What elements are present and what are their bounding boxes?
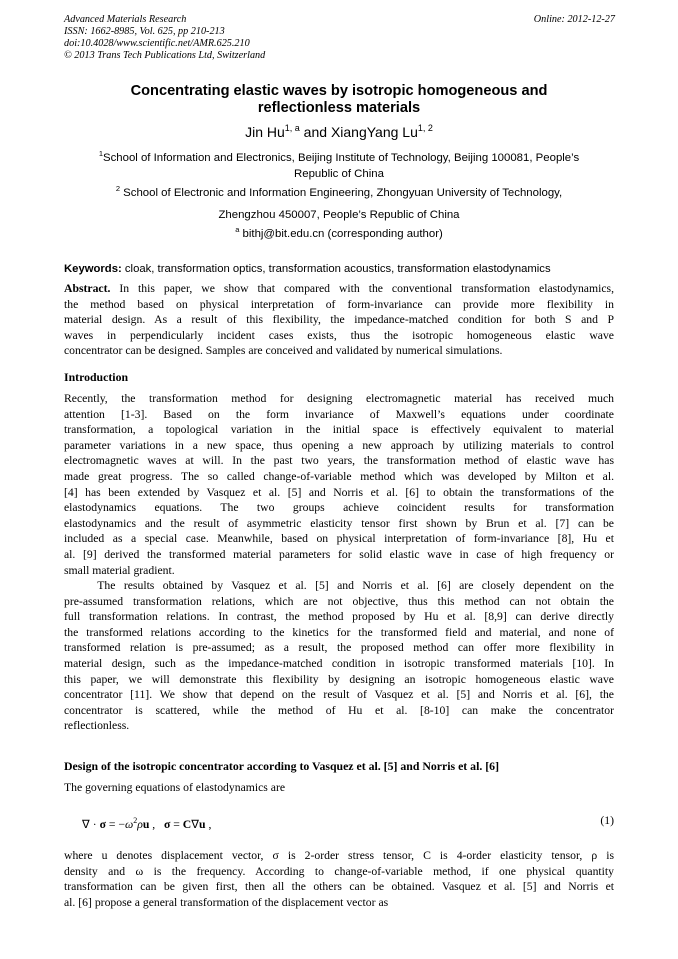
abstract-line: material design. As a result of this flexibility, the impedance-matched condition for both S and P (64, 313, 614, 327)
paper-title (64, 83, 614, 117)
journal-name: Advanced Materials Research (64, 14, 187, 25)
body-line: small material gradient. (64, 563, 175, 577)
online-date: Online: 2012-12-27 (533, 14, 615, 25)
body-line: full transformation relations. In contrast, the method proposed by Hu et al. [8,9] can derive directly (64, 610, 614, 624)
issn-line: ISSN: 1662-8985, Vol. 625, pp 210-213 (64, 26, 225, 37)
affiliation-2 (64, 185, 614, 223)
body-line: transformation can be given first, then all the others can be obtained. Vasquez et al. [5] and Norris et (64, 880, 614, 894)
affiliation-1-line-1: School of Information and Electronics, Beijing Institute of Technology, Beijing 100081, People’s (102, 152, 580, 164)
keywords-text: cloak, transformation optics, transformation acoustics, transformation elastodynamics (121, 263, 551, 275)
abstract-label: Abstract. (64, 282, 111, 295)
abstract-line: In this paper, we show that compared with the conventional transformation elastodynamics, (110, 282, 614, 295)
affiliation-2-marker: 2 (115, 184, 120, 193)
body-line: reflectionless. (64, 719, 130, 733)
body-line: the transformed relations according to the kinetics for the transformed field and material, and none of (64, 625, 614, 639)
body-line: al. [9] derived the transformed material parameters for solid elastic wave in case of high frequency or (64, 547, 614, 561)
equation-1: ∇ · $\sigma = -\omega^2\rho u$ , σ = C∇u , (82, 816, 212, 831)
affiliation-1-marker: 1 (98, 149, 103, 158)
introduction-paragraph-2 (64, 578, 614, 734)
corresponding-email (64, 226, 614, 242)
equation-number: (1) (600, 814, 614, 827)
affiliation-1-line-2: Republic of China (294, 168, 384, 180)
keywords (64, 262, 614, 277)
author-1-affiliation: 1, a (284, 123, 300, 133)
body-line: pre-assumed transformation relations, which are not objective, thus this method can not obtain the (64, 594, 614, 608)
affiliation-2-line-1: School of Electronic and Information Engineering, Zhongyuan University of Technology, (120, 187, 563, 199)
introduction-heading: Introduction (64, 370, 129, 384)
body-line: made great progress. The so called change-of-variable method which was developed by Milton et al. (64, 469, 614, 483)
body-line: transformation, a topological variation in the initial space is effectively equivalent to material (64, 423, 614, 437)
body-line: The results obtained by Vasquez et al. [5] and Norris et al. [6] are closely dependent on the (64, 579, 614, 592)
body-line: elastodynamics and the result of asymmetric elasticity tensor first shown by Brun et al. [7] can be (64, 516, 614, 530)
title-line-2: reflectionless materials (257, 100, 421, 116)
body-line: The governing equations of elastodynamics are (64, 781, 286, 794)
abstract (64, 281, 614, 359)
design-intro (64, 780, 614, 796)
author-1: Jin Hu (245, 124, 285, 140)
abstract-line: waves in perpendicularly incident cases exists, thus the isotropic homogeneous elastic wave (64, 328, 614, 342)
body-line: attention [1-3]. Based on the form invariance of Maxwell’s equations under coordinate (64, 407, 614, 421)
keywords-label: Keywords: (64, 263, 122, 275)
body-line: this paper, we will demonstrate this flexibility by designing an isotropic homogeneous elastic wave (64, 672, 614, 686)
body-line: where u denotes displacement vector, σ is 2-order stress tensor, C is 4-order elasticity tensor, ρ is (64, 849, 614, 862)
body-line: concentrator is scattered, while the method of Hu et al. [8-10] can make the concentrator (64, 703, 614, 717)
design-heading: Design of the isotropic concentrator according to Vasquez et al. [5] and Norris et al. [6] (64, 759, 500, 773)
body-line: parameter variations in a new space, thus opening a new approach by utilizing materials to control (64, 438, 614, 452)
author-2-affiliation: 1, 2 (417, 123, 433, 133)
abstract-line: the method based on physical interpretation of form-invariance can provide more flexibility in (64, 297, 614, 311)
body-line: al. [6] propose a general transformation of the displacement vector as (64, 895, 389, 909)
abstract-line: concentrator can be designed. Samples are conceived and validated by numerical simulations. (64, 344, 503, 358)
body-line: material design, such as the impedance-matched condition in isotropic transformed materials [10]. In (64, 656, 614, 670)
journal-metadata (64, 14, 265, 62)
introduction-paragraph-1 (64, 391, 614, 578)
body-line: transformed relation is pre-assumed; as a result, the proposed method can offer more flexibility in (64, 641, 614, 655)
author-list (64, 124, 614, 141)
affiliation-1 (64, 150, 614, 182)
affiliation-2-line-2: Zhengzhou 450007, People’s Republic of China (218, 209, 460, 221)
title-line-1: Concentrating elastic waves by isotropic homogeneous and (130, 83, 548, 99)
author-conjunction: and (299, 124, 331, 140)
body-line: Recently, the transformation method for designing electromagnetic material has received much (64, 392, 614, 405)
body-line: [4] has been extended by Vasquez et al. [5] and Norris et al. [6] to obtain the transformations of the (64, 485, 614, 499)
body-line: elastodynamics equations. The two groups achieve coincident results for transformation (64, 501, 614, 515)
email-text: bithj@bit.edu.cn (corresponding author) (239, 228, 443, 240)
copyright-line: © 2013 Trans Tech Publications Ltd, Switzerland (64, 50, 266, 61)
author-2: XiangYang Lu (330, 124, 418, 140)
body-line: electromagnetic waves at will. In the past two years, the transformation method of elastic wave has (64, 454, 614, 468)
email-marker: a (235, 225, 240, 234)
body-line: included as a special case. Meanwhile, based on physical interpretation of form-invariance [8], Hu et (64, 532, 614, 546)
body-line: density and ω is the frequency. According to change-of-variable method, if one physical quantity (64, 864, 614, 878)
doi-line: doi:10.4028/www.scientific.net/AMR.625.210 (64, 38, 250, 49)
body-line: concentrator [11]. We show that depend on the result of Vasquez et al. [5] and Norris et al. [6], the (64, 688, 614, 702)
after-equation-paragraph (64, 848, 614, 910)
